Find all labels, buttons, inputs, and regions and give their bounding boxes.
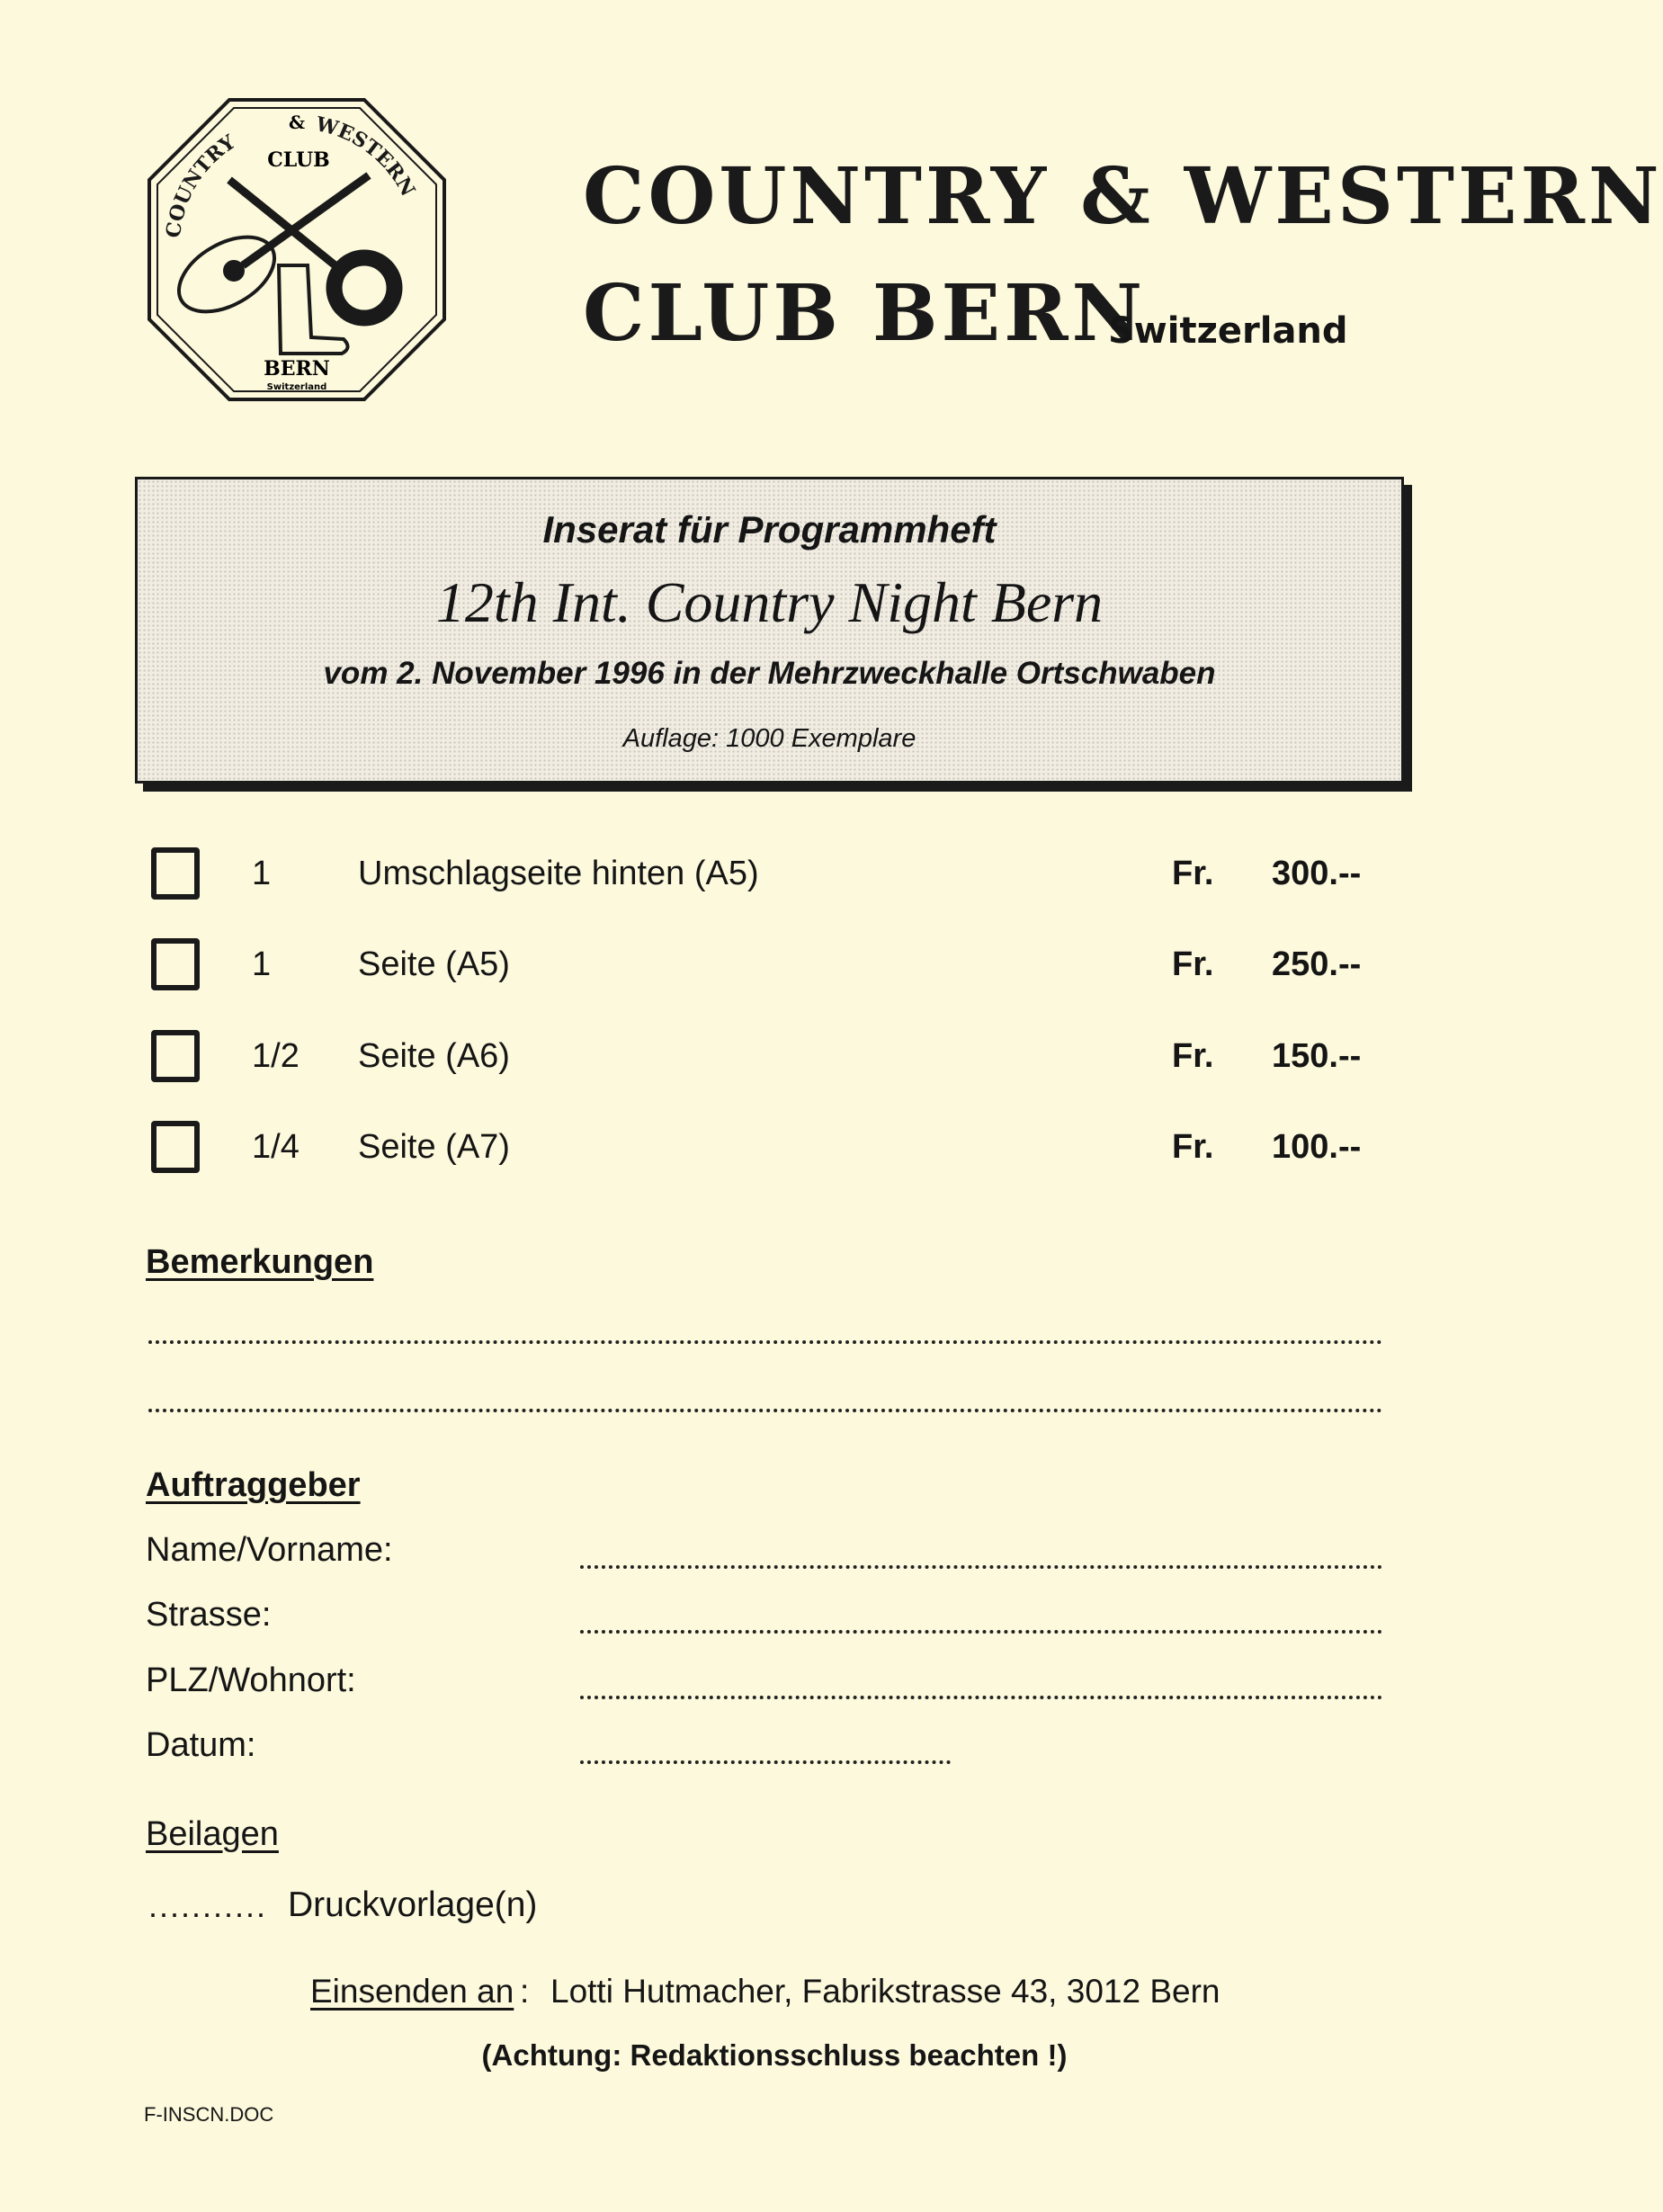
- club-logo: [144, 94, 450, 405]
- option-row: [0, 938, 1549, 1010]
- option-currency: Fr.: [1172, 1037, 1214, 1075]
- logo-bottom-text: BERN: [264, 357, 330, 381]
- club-title-line2: CLUB BERN: [583, 268, 1147, 359]
- supplements-heading: Beilagen: [146, 1815, 279, 1853]
- remarks-heading: Bemerkungen: [146, 1243, 374, 1281]
- name-label: Name/Vorname:: [146, 1531, 393, 1569]
- option-description: Seite (A7): [358, 1128, 510, 1166]
- option-checkbox[interactable]: [151, 1030, 200, 1082]
- option-checkbox[interactable]: [151, 847, 200, 900]
- option-checkbox[interactable]: [151, 938, 200, 990]
- option-fraction: 1: [252, 855, 272, 892]
- date-label: Datum:: [146, 1726, 256, 1764]
- option-fraction: 1/2: [252, 1037, 300, 1075]
- street-label: Strasse:: [146, 1596, 272, 1634]
- remarks-line[interactable]: [148, 1340, 1382, 1344]
- option-currency: Fr.: [1172, 855, 1214, 892]
- logo-bottom-small: Switzerland: [266, 382, 327, 392]
- option-price: 100.--: [1272, 1128, 1362, 1166]
- option-fraction: 1: [252, 945, 272, 983]
- client-heading: Auftraggeber: [146, 1466, 361, 1504]
- option-description: Umschlagseite hinten (A5): [358, 855, 759, 892]
- option-description: Seite (A6): [358, 1037, 510, 1075]
- name-field[interactable]: [580, 1565, 1382, 1569]
- option-currency: Fr.: [1172, 1128, 1214, 1166]
- option-checkbox[interactable]: [151, 1121, 200, 1173]
- supplement-label: Druckvorlage(n): [288, 1885, 538, 1924]
- svg-text:COUNTRY: [162, 130, 240, 239]
- option-row: [0, 847, 1549, 919]
- city-field[interactable]: [580, 1696, 1382, 1699]
- option-price: 250.--: [1272, 945, 1362, 983]
- remarks-line[interactable]: [148, 1409, 1382, 1412]
- street-field[interactable]: [580, 1630, 1382, 1634]
- event-details: vom 2. November 1996 in der Mehrzweckhalle Ortschwaben: [323, 656, 1216, 691]
- option-row: [0, 1121, 1549, 1193]
- send-to-address: Lotti Hutmacher, Fabrikstrasse 43, 3012 Bern: [550, 1973, 1220, 2010]
- send-to-colon: :: [520, 1973, 530, 2010]
- send-to-label: Einsenden an: [310, 1973, 514, 2010]
- deadline-note: (Achtung: Redaktionsschluss beachten !): [481, 2038, 1068, 2072]
- club-title-line1: COUNTRY & WESTERN: [583, 151, 1663, 242]
- club-country: Switzerland: [1108, 310, 1348, 352]
- print-run: Auflage: 1000 Exemplare: [622, 724, 916, 753]
- option-currency: Fr.: [1172, 945, 1214, 983]
- logo-arc-left: COUNTRY: [161, 130, 240, 239]
- notice-heading: Inserat für Programmheft: [542, 508, 997, 551]
- document-code: F-INSCN.DOC: [144, 2103, 274, 2126]
- option-fraction: 1/4: [252, 1128, 300, 1166]
- logo-arc-right: WESTERN: [313, 112, 420, 201]
- logo-center-text: CLUB: [267, 148, 330, 172]
- option-price: 300.--: [1272, 855, 1362, 892]
- option-row: [0, 1030, 1549, 1102]
- supplement-count-field[interactable]: ...........: [148, 1887, 268, 1924]
- logo-ampersand: &: [288, 112, 306, 133]
- date-field[interactable]: [580, 1760, 951, 1764]
- option-description: Seite (A5): [358, 945, 510, 983]
- event-title: 12th Int. Country Night Bern: [435, 570, 1104, 634]
- notice-box: [135, 477, 1404, 784]
- city-label: PLZ/Wohnort:: [146, 1661, 356, 1699]
- option-price: 150.--: [1272, 1037, 1362, 1075]
